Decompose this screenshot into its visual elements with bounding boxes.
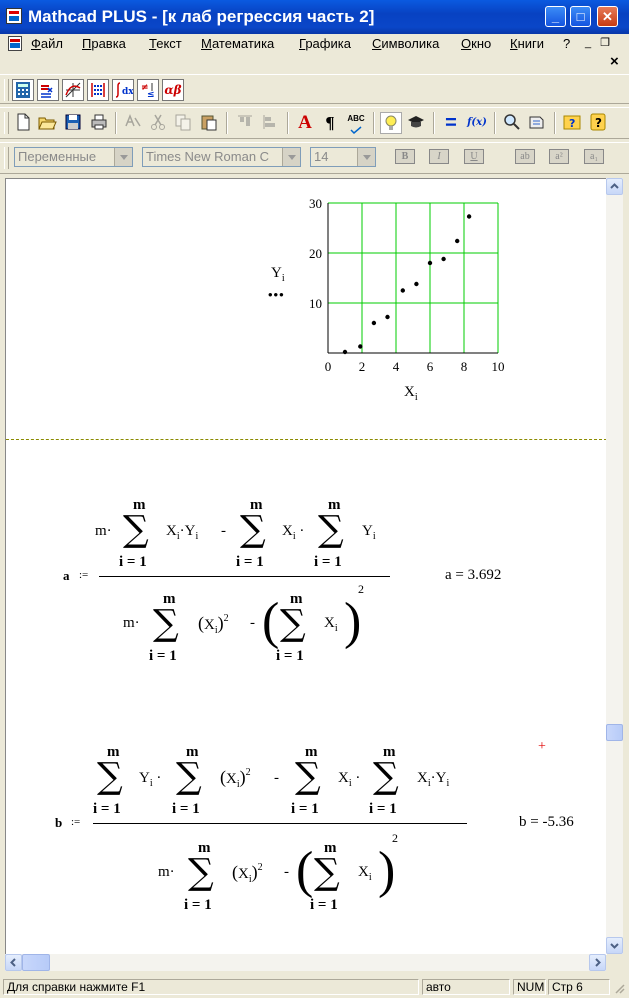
toolbar-grip[interactable]: [4, 147, 9, 169]
data-point: [441, 257, 445, 261]
minimize-button[interactable]: _: [545, 6, 566, 27]
menu-edit[interactable]: Правка: [82, 36, 126, 51]
save-icon[interactable]: [62, 112, 84, 134]
y-trace-marker: •••: [268, 287, 285, 302]
underline-button[interactable]: U: [464, 149, 484, 164]
sum-symbol: ∑: [314, 852, 340, 893]
check-spelling-disabled-icon[interactable]: [122, 112, 144, 134]
formula-a[interactable]: [6, 479, 607, 679]
exponent: 2: [392, 831, 398, 845]
menu-books[interactable]: Книги: [510, 36, 545, 51]
mdi-restore-button[interactable]: ❐: [600, 37, 610, 49]
font-select[interactable]: [142, 147, 301, 167]
paste-icon[interactable]: [198, 112, 220, 134]
horizontal-scrollbar[interactable]: [5, 954, 606, 971]
greek-palette-icon[interactable]: αβ: [162, 79, 184, 101]
boolean-palette-icon[interactable]: [137, 79, 159, 101]
term-x: $X_i$ ·: [338, 770, 361, 789]
data-point: [372, 321, 376, 325]
paragraph-icon[interactable]: ¶: [325, 113, 335, 132]
x-axis-label-text: X: [404, 384, 415, 400]
fraction-line: [93, 823, 467, 824]
term-x-squared: $(X_i)^2$: [198, 613, 229, 636]
calculus-palette-icon[interactable]: [112, 79, 134, 101]
sum-lower: i = 1: [184, 897, 212, 913]
evaluation-palette-icon[interactable]: [37, 79, 59, 101]
sum-upper: m: [324, 840, 337, 856]
align-text-button[interactable]: ab: [515, 149, 535, 164]
fraction-line: [99, 576, 390, 577]
document-icon[interactable]: [8, 36, 22, 51]
sum-lower: i = 1: [119, 554, 147, 570]
toolbar-grip[interactable]: [4, 112, 9, 134]
status-calc-mode: авто: [422, 979, 510, 995]
sum-lower: i = 1: [369, 801, 397, 817]
sum-symbol: ∑: [153, 603, 179, 644]
term-x-squared: $(X_i)^2$: [232, 862, 263, 885]
menu-symbolics[interactable]: Символика: [372, 36, 440, 51]
sum-upper: m: [290, 591, 303, 607]
document-close-row: [0, 54, 629, 70]
menu-help[interactable]: ?: [563, 36, 571, 51]
y-tick-label: 10: [309, 296, 322, 311]
sum-lower: i = 1: [236, 554, 264, 570]
sum-upper: m: [133, 497, 146, 513]
math-palette-toolbar: [0, 74, 629, 104]
sum-lower: i = 1: [93, 801, 121, 817]
sum-upper: m: [250, 497, 263, 513]
exponent: 2: [358, 582, 364, 596]
sum-lower: i = 1: [310, 897, 338, 913]
formula-b-assign: :=: [71, 816, 81, 828]
sum-upper: m: [163, 591, 176, 607]
scatter-plot[interactable]: [6, 179, 607, 439]
big-left-paren: (: [296, 842, 314, 899]
svg-text:?: ?: [569, 117, 576, 130]
calculator-palette-icon[interactable]: [12, 79, 34, 101]
data-point: [455, 239, 459, 243]
horizontal-scroll-thumb[interactable]: [22, 954, 50, 971]
sum-symbol: ∑: [373, 756, 399, 797]
x-tick-label: 0: [324, 359, 332, 374]
scroll-right-button[interactable]: [589, 954, 606, 971]
big-right-paren: ): [344, 593, 362, 650]
zoom-icon[interactable]: [501, 112, 523, 134]
spell-check-icon[interactable]: [345, 112, 367, 134]
menu-window[interactable]: Окно: [461, 36, 492, 51]
sum-upper: m: [305, 744, 318, 760]
text-color-icon[interactable]: A: [298, 112, 312, 133]
x-tick-label: 2: [358, 359, 366, 374]
context-help-icon[interactable]: [561, 112, 583, 134]
data-point: [385, 315, 389, 319]
svg-text:≠: ≠: [141, 83, 149, 93]
menu-file[interactable]: Файл: [31, 36, 63, 51]
data-point: [343, 350, 347, 354]
data-point: [428, 261, 432, 265]
x-tick-label: 6: [426, 359, 434, 374]
svg-text:?: ?: [595, 116, 602, 130]
y-axis-label-sub: i: [281, 273, 285, 284]
bold-button[interactable]: B: [395, 149, 415, 164]
x-tick-label: 8: [460, 359, 468, 374]
superscript-button[interactable]: a²: [549, 149, 569, 164]
sum-symbol: ∑: [97, 756, 123, 797]
matrix-palette-icon[interactable]: [87, 79, 109, 101]
formula-b-var: b: [55, 815, 63, 830]
subscript-button[interactable]: a₁: [584, 149, 604, 164]
help-icon[interactable]: [587, 112, 609, 134]
num-m: m·: [95, 523, 112, 539]
graph-palette-icon[interactable]: [62, 79, 84, 101]
align-left-icon[interactable]: [259, 112, 281, 134]
data-point: [467, 214, 471, 218]
menu-graphics[interactable]: Графика: [299, 36, 351, 51]
equals-icon[interactable]: =: [445, 112, 457, 134]
mdi-minimize-button[interactable]: _: [584, 37, 592, 49]
font-size-value: 14: [314, 149, 329, 164]
x-axis-label: [404, 384, 418, 401]
print-icon[interactable]: [88, 112, 110, 134]
sum-symbol: ∑: [295, 756, 321, 797]
minus-sign: -: [250, 615, 255, 631]
status-num-lock: NUM: [513, 979, 546, 995]
standard-toolbar: [0, 107, 629, 139]
resource-center-icon[interactable]: [405, 112, 427, 134]
status-page: Стр 6: [548, 979, 610, 995]
formula-a-var: a: [63, 568, 70, 583]
x-axis-label-sub: i: [414, 392, 418, 403]
menu-math[interactable]: Математика: [201, 36, 275, 51]
page-break-line: [6, 439, 607, 440]
chevron-down-icon[interactable]: [282, 148, 300, 166]
style-select[interactable]: [14, 147, 133, 167]
svg-text:dx: dx: [122, 87, 133, 97]
minus-sign: -: [221, 523, 226, 539]
italic-button[interactable]: I: [429, 149, 449, 164]
sum-lower: i = 1: [172, 801, 200, 817]
svg-text:≤: ≤: [147, 90, 155, 100]
term-x: $X_i$ ·: [282, 523, 305, 542]
title-bar: [0, 0, 629, 34]
spell-check-label: ABC: [347, 114, 365, 123]
scroll-down-button[interactable]: [606, 937, 623, 954]
font-size-select[interactable]: [310, 147, 376, 167]
y-tick-label: 20: [309, 246, 322, 261]
status-bar: [0, 976, 629, 998]
result-a: a = 3.692: [445, 567, 502, 583]
formula-b[interactable]: [6, 729, 607, 955]
sum-lower: i = 1: [276, 648, 304, 664]
insert-function-icon[interactable]: f(x): [467, 117, 487, 128]
document-close-button[interactable]: ×: [610, 53, 619, 70]
worksheet[interactable]: [5, 178, 607, 955]
term-xy: $X_i\cdot Y_i$: [417, 770, 450, 789]
big-right-paren: ): [378, 842, 396, 899]
component-icon[interactable]: [526, 112, 548, 134]
cut-icon[interactable]: [147, 112, 169, 134]
y-axis-label-text: Y: [271, 265, 282, 281]
scroll-left-button[interactable]: [5, 954, 22, 971]
sum-upper: m: [107, 744, 120, 760]
term-y: $Y_i$: [362, 523, 376, 542]
scroll-up-button[interactable]: [606, 178, 623, 195]
minus-sign: -: [274, 770, 279, 786]
x-tick-label: 4: [392, 359, 400, 374]
status-help-text: Для справки нажмите F1: [3, 979, 419, 995]
new-document-icon[interactable]: [12, 112, 34, 134]
x-tick-label: 10: [491, 359, 505, 374]
sum-lower: i = 1: [314, 554, 342, 570]
y-tick-label: 30: [309, 196, 322, 211]
data-point: [401, 288, 405, 292]
term-x: $X_i$: [324, 615, 338, 634]
resize-grip[interactable]: [613, 982, 625, 994]
sum-upper: m: [186, 744, 199, 760]
y-axis-label: [271, 265, 285, 282]
sum-lower: i = 1: [291, 801, 319, 817]
menu-text[interactable]: Текст: [149, 36, 182, 51]
toolbar-grip[interactable]: [4, 79, 9, 101]
big-left-paren: (: [262, 593, 280, 650]
style-select-value: Переменные: [18, 149, 97, 164]
maximize-button[interactable]: □: [570, 6, 591, 27]
vertical-scroll-thumb[interactable]: [606, 724, 623, 741]
data-point: [358, 344, 362, 348]
formula-a-assign: :=: [79, 569, 89, 581]
chevron-down-icon[interactable]: [357, 148, 375, 166]
sum-upper: m: [198, 840, 211, 856]
close-button[interactable]: ✕: [597, 6, 618, 27]
font-select-value: Times New Roman C: [146, 149, 270, 164]
open-folder-icon[interactable]: [36, 112, 58, 134]
data-point: [414, 282, 418, 286]
copy-icon[interactable]: [172, 112, 194, 134]
mathcad-app-icon[interactable]: [6, 8, 22, 24]
sum-upper: m: [328, 497, 341, 513]
term-x-squared: $(X_i)^2$: [220, 767, 251, 790]
term-x: $X_i$: [358, 864, 372, 883]
sum-symbol: ∑: [188, 852, 214, 893]
chevron-down-icon[interactable]: [114, 148, 132, 166]
den-m: m·: [123, 615, 140, 631]
sum-lower: i = 1: [149, 648, 177, 664]
term-xy: $X_i\cdot Y_i$: [166, 523, 199, 542]
vertical-scrollbar[interactable]: [606, 178, 623, 954]
lightbulb-icon[interactable]: [380, 112, 402, 134]
align-top-icon[interactable]: [234, 112, 256, 134]
window-title: Mathcad PLUS - [к лаб регрессия часть 2]: [28, 7, 375, 26]
sum-symbol: ∑: [176, 756, 202, 797]
menu-bar: [0, 34, 629, 54]
sum-upper: m: [383, 744, 396, 760]
den-m: m·: [158, 864, 175, 880]
term-y: $Y_i$ ·: [139, 770, 162, 789]
insertion-cursor: +: [538, 739, 546, 754]
sum-symbol: ∑: [318, 509, 344, 550]
sum-symbol: ∑: [240, 509, 266, 550]
minus-sign: -: [284, 864, 289, 880]
sum-symbol: ∑: [280, 603, 306, 644]
sum-symbol: ∑: [123, 509, 149, 550]
result-b: b = -5.36: [519, 814, 574, 830]
